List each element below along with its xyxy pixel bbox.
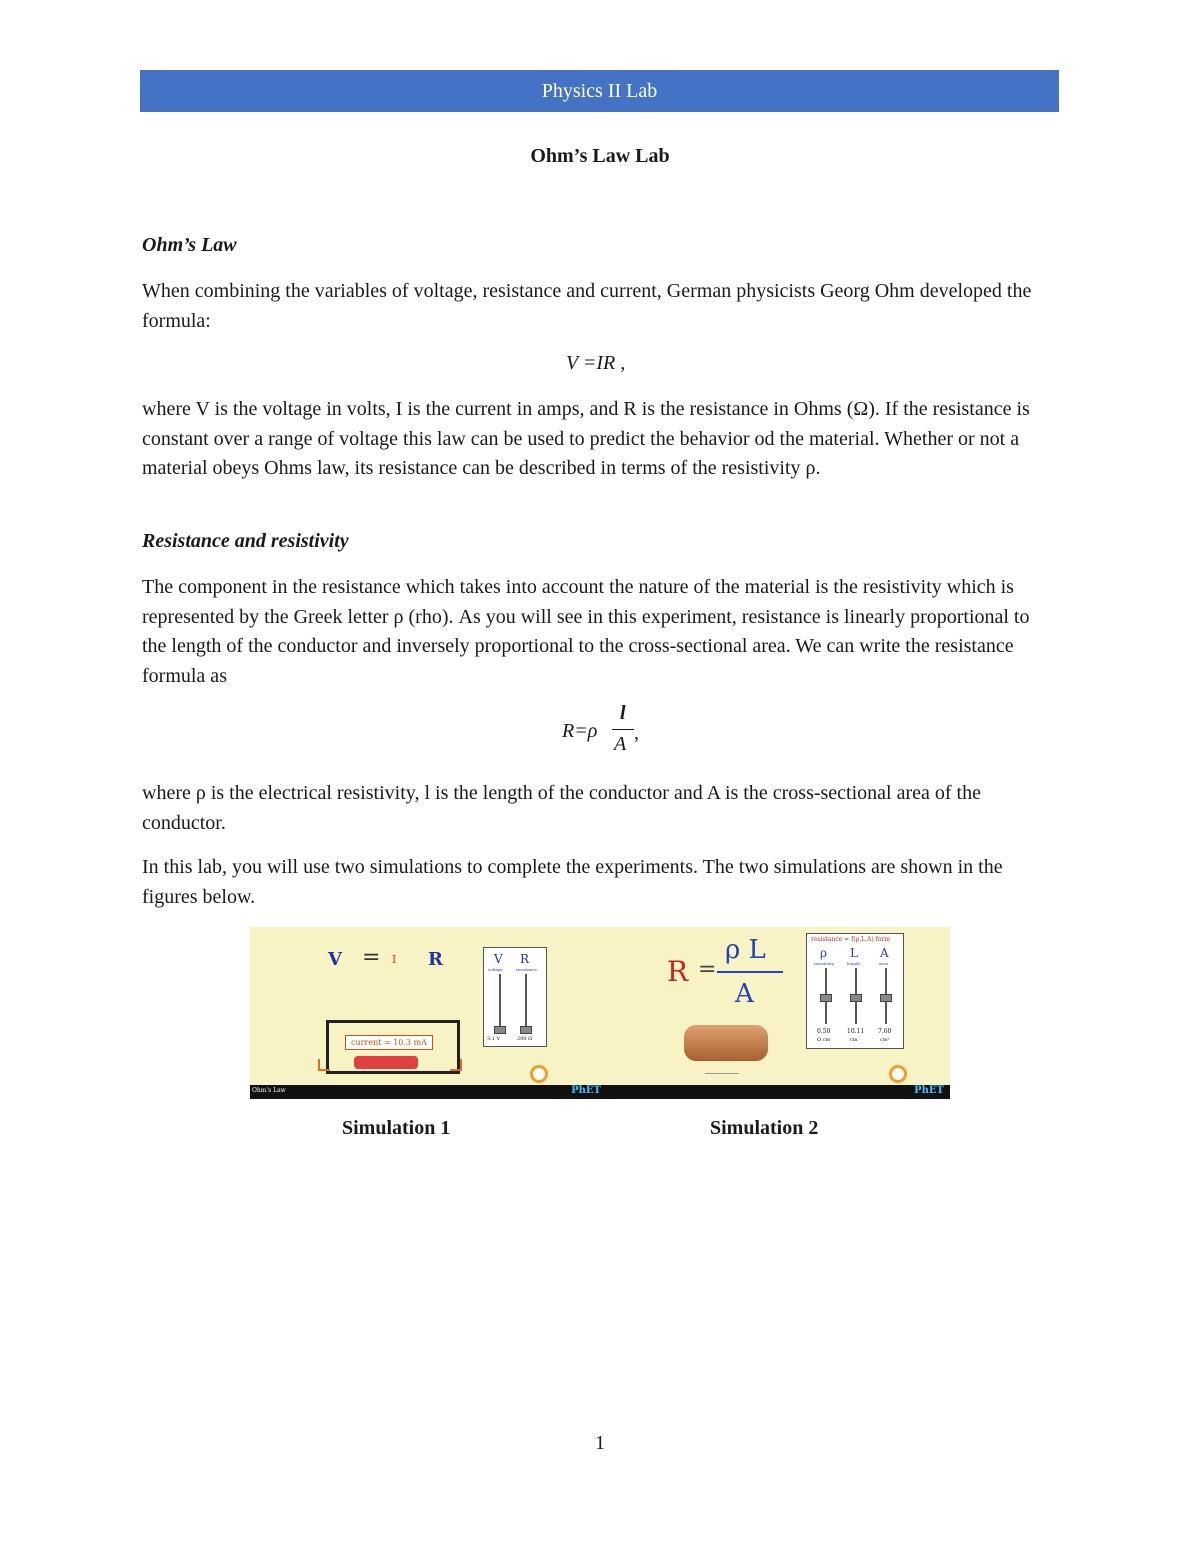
equation-numerator: l [620, 702, 626, 724]
sim1-v-symbol: V [328, 949, 342, 970]
sim1-resistor [354, 1056, 418, 1069]
sim1-slider-v-label: V [494, 952, 503, 966]
paragraph-resistivity-explanation: where ρ is the electrical resistivity, l is the length of the conductor and A is the cross-sectional area of the conductor. [142, 782, 981, 834]
sim1-slider-r-value: 290 Ω [517, 1036, 533, 1042]
sim2-l-value: 10.11 [847, 1028, 865, 1035]
sim1-equals: = [362, 945, 381, 970]
sim2-r-symbol: R [667, 955, 689, 988]
simulation-2-image [605, 927, 950, 1099]
sim2-slider-rho-label: ρ [820, 946, 828, 960]
sim1-voltage-track [499, 974, 501, 1032]
running-header: Physics II Lab [140, 70, 1059, 112]
sim2-numerator: ρ L [725, 935, 766, 965]
paragraph-intro: When combining the variables of voltage, resistance and current, German physicists Georg Ohm developed the formula: [142, 280, 1032, 332]
sim2-a-slider-knob[interactable] [880, 994, 892, 1002]
page-number: 1 [595, 1432, 605, 1454]
sim1-arrow-right [450, 1059, 462, 1071]
sim2-slider-panel [806, 933, 904, 1049]
document-title: Ohm’s Law Lab [530, 145, 670, 167]
sim1-voltage-slider-knob[interactable] [494, 1026, 506, 1034]
sim1-footer-bar [250, 1085, 605, 1099]
sim2-rho-value: 0.50 [817, 1028, 831, 1035]
fraction-bar [612, 729, 634, 730]
sim2-a-unit: cm² [880, 1037, 890, 1043]
sim2-slider-l-label: L [850, 946, 858, 960]
sim1-arrow-left [318, 1059, 330, 1071]
sim1-slider-panel [483, 947, 547, 1047]
sim1-i-symbol: I [392, 953, 397, 966]
sim1-gear-icon[interactable] [530, 1065, 548, 1083]
sim1-phet-logo: PhET [571, 1085, 601, 1096]
sim1-slider-v-sub: voltage [488, 967, 503, 972]
sim2-slider-l-sub: length [847, 961, 860, 966]
sim2-phet-logo: PhET [914, 1085, 944, 1096]
paragraph-ohms-explanation: where V is the voltage in volts, I is the current in amps, and R is the resistance in Ohms (Ω). If the resistance is constant over a range of voltage this law can be used to predict the behavior od the material. Whether or not a material obeys Ohms law, its resistance can be described in terms of the resistivity ρ. [142, 398, 1030, 479]
sim1-slider-r-label: R [520, 952, 530, 966]
sim2-slider-a-sub: area [879, 961, 889, 966]
sim1-slider-v-value: 3.1 V [487, 1036, 501, 1042]
sim1-resistance-slider-knob[interactable] [520, 1026, 532, 1034]
paragraph-resistivity-intro: The component in the resistance which takes into account the nature of the material is the resistivity which is represented by the Greek letter ρ (rho). As you will see in this experiment, resistance is linearly proportional to the length of the conductor and inversely proportional to the cross-sectional area. We can write the resistance formula as [142, 576, 1030, 687]
section-heading-resistivity: Resistance and resistivity [142, 530, 349, 552]
equation-lhs: R=ρ [562, 720, 598, 742]
paragraph-closing: In this lab, you will use two simulations to complete the experiments. The two simulations are shown in the figures below. [142, 856, 1003, 908]
sim2-l-unit: cm [850, 1037, 858, 1043]
sim2-conductor-cylinder [684, 1025, 768, 1061]
sim1-slider-r-sub: resistance [516, 967, 537, 972]
sim2-slider-a-label: A [880, 946, 889, 960]
sim2-length-arrow [705, 1073, 739, 1074]
sim1-current-readout: current = 10.3 mA [345, 1035, 433, 1050]
sim2-panel-title: resistance = f(ρ,L,A) form [811, 936, 890, 943]
sim2-l-slider-knob[interactable] [850, 994, 862, 1002]
equation-denominator: A [614, 733, 627, 755]
sim1-footer-title: Ohm's Law [252, 1087, 286, 1094]
section-heading-ohms-law: Ohm’s Law [142, 234, 237, 256]
sim2-a-value: 7.60 [878, 1028, 892, 1035]
sim2-slider-rho-sub: resistivity [814, 961, 834, 966]
caption-simulation-2: Simulation 2 [710, 1117, 819, 1139]
sim2-denominator: A [735, 979, 754, 1009]
sim1-resistance-track [525, 974, 527, 1032]
sim2-fraction-bar [717, 971, 783, 973]
equation-comma: , [634, 722, 639, 744]
sim2-footer-bar [605, 1085, 950, 1099]
simulation-1-image [250, 927, 605, 1099]
sim2-rho-slider-knob[interactable] [820, 994, 832, 1002]
caption-simulation-1: Simulation 1 [342, 1117, 451, 1139]
sim2-gear-icon[interactable] [889, 1065, 907, 1083]
sim2-equals: = [698, 957, 717, 982]
sim2-rho-unit: Ω cm [817, 1037, 831, 1043]
equation-ohms-law: V =IR , [566, 352, 626, 374]
sim1-r-symbol: R [428, 949, 443, 970]
